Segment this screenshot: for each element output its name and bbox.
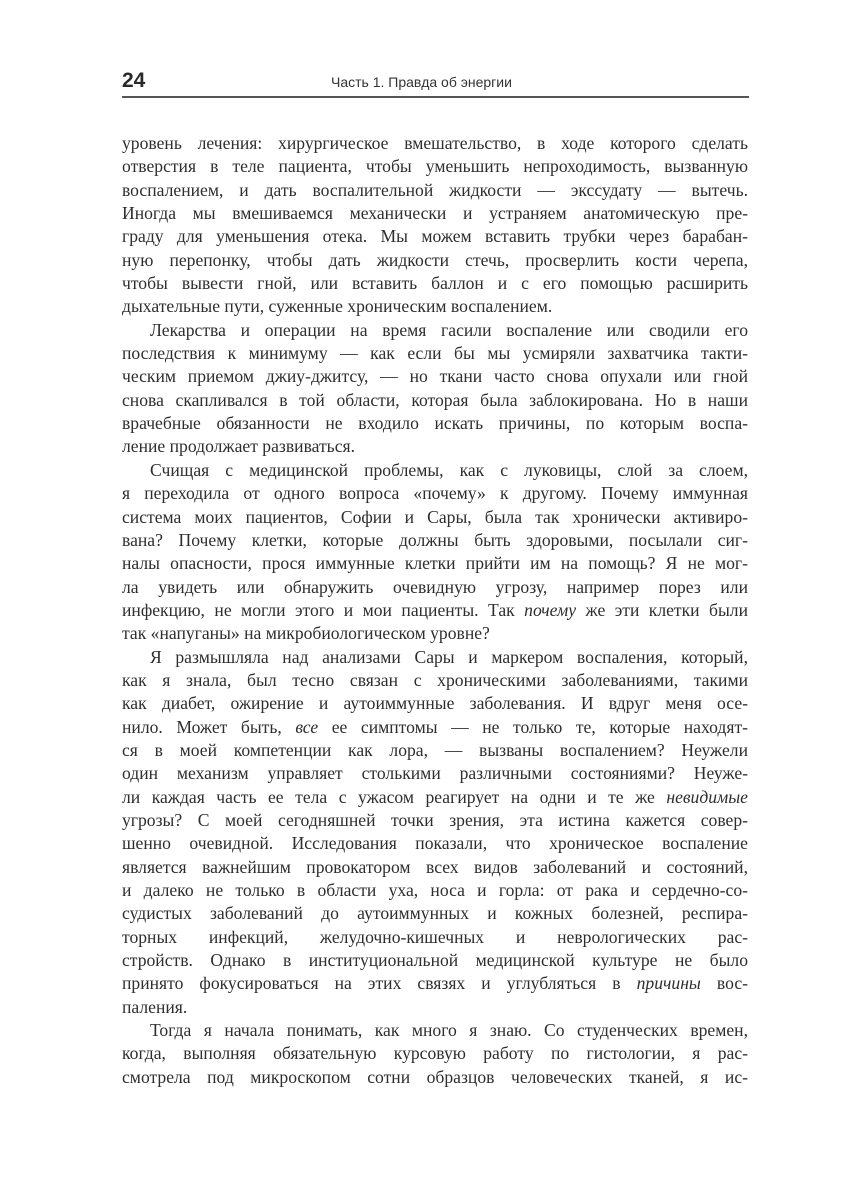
text-segment: так «напуганы» на микробиологическом уровне? [122,623,490,644]
text-segment: ческим приемом джиу-джитсу, — но ткани часто снова опухали или гной [122,366,748,387]
text-line [122,482,748,505]
paragraph [122,646,748,1020]
text-segment: Иногда мы вмешиваемся механически и устраняем анатомическую пре- [122,203,748,224]
emphasis-text: почему [524,599,577,620]
text-segment: ла увидеть или обнаружить очевидную угрозу, например порез или [122,576,748,597]
paragraph [122,132,748,319]
text-segment: нило. Может быть, [122,716,296,737]
text-line [122,809,748,832]
text-line [122,389,748,412]
text-segment: система моих пациентов, Софии и Сары, была так хронически активиро- [122,506,748,527]
text-segment: ную перепонку, чтобы дать жидкости стечь, просверлить кости черепа, [122,249,748,270]
text-segment: как я знала, был тесно связан с хроническими заболеваниями, такими [122,669,748,690]
text-segment: вана? Почему клетки, которые должны быть здоровыми, посылали сиг- [122,529,748,550]
emphasis-text: невидимые [666,786,748,807]
paragraph [122,319,748,459]
text-line [122,622,748,645]
text-segment: воспалением, и дать воспалительной жидкости — экссудату — вытечь. [122,179,748,200]
emphasis-text: все [295,716,319,737]
text-segment: ее симптомы — не только те, которые находят- [318,716,749,737]
text-segment: Тогда я начала понимать, как много я знаю. Со студенческих времен, [150,1020,748,1041]
text-segment: как диабет, ожирение и аутоиммунные заболевания. И вдруг меня осе- [122,693,748,714]
text-line [122,739,748,762]
text-line [122,459,748,482]
text-segment: же эти клетки были [576,599,748,620]
text-segment: последствия к минимуму — как если бы мы усмиряли захватчика такти- [122,343,748,364]
text-line [122,949,748,972]
text-segment: инфекцию, не могли этого и мои пациенты. Так [122,599,525,620]
text-line [122,646,748,669]
text-segment: отверстия в теле пациента, чтобы уменьшить непроходимость, вызванную [122,156,748,177]
text-segment: врачебные обязанности не входило искать причины, по которым воспа- [122,413,748,434]
text-line [122,902,748,925]
text-segment: дыхательные пути, суженные хроническим воспалением. [122,296,553,317]
text-line [122,529,748,552]
text-line [122,669,748,692]
text-segment: когда, выполняя обязательную курсовую работу по гистологии, я рас- [122,1043,748,1064]
text-line [122,972,748,995]
header-rule [122,96,749,98]
text-segment: Лекарства и операции на время гасили воспаление или сводили его [150,319,748,340]
text-line [122,552,748,575]
text-segment: один механизм управляет столькими различными состояниями? Неуже- [122,763,748,784]
text-segment: налы опасности, прося иммунные клетки прийти им на помощь? Я не мог- [122,553,748,574]
text-line [122,249,748,272]
text-line [122,716,748,739]
text-line [122,926,748,949]
text-line [122,1019,748,1042]
text-segment: является важнейшим провокатором всех видов заболеваний и состояний, [122,856,748,877]
text-line [122,132,748,155]
page-number: 24 [122,69,146,92]
text-segment: уровень лечения: хирургическое вмешательство, в ходе которого сделать [122,133,748,153]
paragraph [122,459,748,646]
text-line [122,342,748,365]
text-segment: паления. [122,996,188,1017]
paragraph [122,1019,748,1089]
text-line [122,319,748,342]
text-segment: ся в моей компетенции как лора, — вызваны воспалением? Неужели [122,739,748,760]
text-line [122,856,748,879]
text-line [122,692,748,715]
text-line [122,1042,748,1065]
text-line [122,576,748,599]
text-line [122,435,748,458]
text-segment: судистых заболеваний до аутоиммунных и кожных болезней, респира- [122,903,748,924]
text-segment: чтобы вывести гной, или вставить баллон и с его помощью расширить [122,273,748,294]
body-text [122,132,748,1089]
text-segment: я переходила от одного вопроса «почему» к другому. Почему иммунная [122,483,748,504]
text-segment: смотрела под микроскопом сотни образцов человеческих тканей, я ис- [122,1066,748,1087]
text-segment: Я размышляла над анализами Сары и маркером воспаления, который, [150,646,748,667]
text-segment: ление продолжает развиваться. [122,436,356,457]
text-line [122,762,748,785]
text-line [122,295,748,318]
text-segment: снова скапливался в той области, которая была заблокирована. Но в наши [122,389,748,410]
text-line [122,155,748,178]
text-segment: шенно очевидной. Исследования показали, что хроническое воспаление [122,833,748,854]
text-segment: угрозы? С моей сегодняшней точки зрения, эта истина кажется совер- [122,809,748,830]
text-line [122,365,748,388]
text-segment: торных инфекций, желудочно-кишечных и неврологических рас- [122,926,748,947]
text-segment: Счищая с медицинской проблемы, как с луковицы, слой за слоем, [150,459,748,480]
text-line [122,272,748,295]
text-line [122,599,748,622]
running-head: Часть 1. Правда об энергии [331,74,512,90]
text-line [122,412,748,435]
text-line [122,879,748,902]
text-segment: принято фокусироваться на этих связях и углубляться в [122,973,637,994]
text-segment: стройств. Однако в институциональной медицинской культуре не было [122,950,748,971]
text-line [122,1066,748,1089]
text-line [122,786,748,809]
text-segment: и далеко не только в области уха, носа и горла: от рака и сердечно-со- [122,880,748,900]
text-segment: вос- [700,973,748,994]
text-line [122,225,748,248]
text-line [122,832,748,855]
text-segment: ли каждая часть ее тела с ужасом реагирует на одни и те же [122,786,667,807]
text-line [122,506,748,529]
text-segment: граду для уменьшения отека. Мы можем вставить трубки через барабан- [122,226,748,247]
text-line [122,179,748,202]
text-line [122,202,748,225]
emphasis-text: причины [636,973,701,994]
text-line [122,996,748,1019]
